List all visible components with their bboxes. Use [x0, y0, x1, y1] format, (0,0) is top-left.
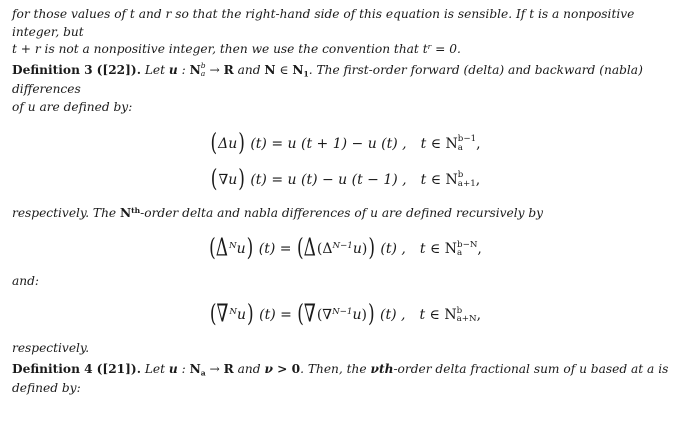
- definition-4-text-a: Let: [144, 362, 169, 377]
- eq3-lhs-u: u: [236, 241, 246, 258]
- eq4-domain-sup: b: [456, 305, 463, 316]
- eq3-rhs-open: (Δ: [296, 233, 316, 263]
- eq1-delta: Δ: [218, 135, 229, 152]
- eq1-domain-sub: a: [457, 142, 463, 153]
- eq3-rhs-arg: (t) ,: [375, 241, 406, 258]
- definition-4-citation: ([21]): [96, 362, 137, 377]
- definition-4-arrow: →: [205, 362, 224, 377]
- definition-4-text-b: and: [233, 362, 265, 377]
- eq4-rhs-arg: (t) ,: [375, 307, 406, 324]
- eq4-lhs-open: (∇: [209, 299, 229, 329]
- equation-nabla-nth-order: [12, 299, 678, 329]
- eq4-rhs-sup: N−1: [332, 307, 353, 318]
- and-label: and:: [12, 274, 40, 289]
- eq4-rhs-inner-close: ): [361, 307, 367, 324]
- eq2-nabla: ∇: [218, 171, 229, 188]
- eq4-lhs-close: ): [247, 299, 254, 329]
- definition-3: [12, 61, 678, 117]
- eq4-rhs-open: (∇: [297, 299, 316, 329]
- intro-line-1: for those values of t and r so that the right-hand side of this equation is sensible. If t is a nonpositive integer, but: [12, 7, 635, 39]
- eq1-arg: (t): [245, 135, 272, 152]
- eq3-rhs-inner-close: ): [361, 241, 368, 258]
- definition-3-domain-sub: a: [200, 68, 206, 78]
- definition-3-colon: :: [177, 63, 190, 78]
- definition-3-citation: ([22]): [96, 63, 137, 78]
- definition-3-N1-sub: 1: [303, 69, 309, 79]
- definition-4-period: .: [136, 362, 141, 377]
- mid-paragraph-pre: respectively. The: [12, 205, 121, 220]
- definition-4-domain-N: N: [189, 362, 201, 377]
- eq3-equals: =: [279, 241, 296, 258]
- eq3-comma: ,: [477, 241, 482, 258]
- mid-paragraph: [12, 205, 678, 223]
- definition-3-label: Definition 3: [12, 63, 93, 78]
- eq2-comma: ,: [475, 171, 481, 188]
- definition-4-nu: ν: [264, 362, 273, 377]
- eq4-rhs-close: ): [367, 299, 375, 329]
- definition-3-N1: N: [292, 63, 304, 78]
- eq3-rhs-inner-open: (Δ: [316, 241, 333, 258]
- definition-3-line-2: of u are defined by:: [12, 100, 133, 115]
- definition-4-gt: > 0: [272, 362, 301, 377]
- eq2-rhs: u (t) − u (t − 1) ,: [287, 171, 407, 188]
- eq3-lhs-open: (Δ: [209, 233, 229, 263]
- respectively-line: respectively.: [12, 341, 90, 356]
- eq3-domain-pre: t ∈: [419, 241, 445, 258]
- eq2-open-paren: (: [210, 164, 218, 194]
- intro-paragraph: [12, 6, 678, 59]
- eq2-equals: =: [271, 171, 288, 188]
- eq3-lhs-sup: N: [229, 241, 237, 252]
- definition-3-period: .: [136, 63, 141, 78]
- eq4-domain-sub: a+N: [456, 314, 477, 325]
- eq3-lhs-close: ): [246, 233, 254, 263]
- eq1-equals: =: [271, 135, 288, 152]
- definition-3-text-c: . The first-order forward (delta) and backward (nabla) differences: [12, 63, 643, 97]
- intro-math-t: t: [422, 42, 428, 57]
- eq2-domain-N: N: [445, 171, 458, 188]
- definition-3-u: u: [168, 63, 178, 78]
- eq1-rhs: u (t + 1) − u (t) ,: [287, 135, 407, 152]
- definition-4-text-e: -order delta fractional sum of u based at a is: [393, 362, 669, 377]
- definition-3-arrow: →: [205, 63, 224, 78]
- definition-4-codomain: R: [223, 362, 234, 377]
- eq1-close-paren: ): [238, 128, 245, 158]
- equation-delta-nth-order: [12, 233, 678, 263]
- intro-math-r-exponent: r: [427, 42, 432, 52]
- eq3-arg: (t): [254, 241, 280, 258]
- definition-3-codomain: R: [223, 63, 234, 78]
- eq2-u: u: [228, 171, 238, 188]
- eq3-rhs-close: ): [368, 233, 375, 263]
- mid-paragraph-N: N: [120, 205, 132, 220]
- definition-4-domain-sub: a: [200, 368, 206, 378]
- eq4-domain-N: N: [444, 307, 457, 324]
- definition-3-text-b: and: [233, 63, 265, 78]
- eq1-comma: ,: [476, 135, 481, 152]
- eq2-domain-sup: b: [457, 170, 464, 181]
- eq3-domain-sup: b−N: [457, 239, 478, 250]
- definition-4-th: th: [378, 362, 394, 377]
- definition-3-text-a: Let: [144, 63, 169, 78]
- eq1-domain-pre: t ∈: [420, 135, 446, 152]
- eq1-domain-N: N: [445, 135, 458, 152]
- eq4-rhs-u: u: [352, 307, 362, 324]
- eq2-domain-pre: t ∈: [420, 171, 446, 188]
- definition-3-domain-N: N: [189, 63, 201, 78]
- eq1-u: u: [228, 135, 238, 152]
- eq1-domain-sup: b−1: [457, 134, 477, 145]
- eq4-equals: =: [280, 307, 297, 324]
- equation-nabla-first-order: [12, 164, 678, 194]
- definition-4: [12, 360, 678, 397]
- eq3-rhs-u: u: [352, 241, 362, 258]
- eq4-comma: ,: [476, 307, 482, 324]
- eq4-arg: (t): [254, 307, 281, 324]
- mid-paragraph-post: -order delta and nabla differences of u are defined recursively by: [140, 205, 544, 220]
- definition-3-N: N: [264, 63, 276, 78]
- definition-4-text-c: . Then, the: [300, 362, 371, 377]
- eq1-open-paren: (: [210, 128, 218, 158]
- definition-3-in: ∈: [275, 63, 293, 78]
- eq4-domain-pre: t ∈: [419, 307, 445, 324]
- definition-4-line-2: defined by:: [12, 381, 81, 395]
- eq4-lhs-u: u: [236, 307, 247, 324]
- eq2-arg: (t): [245, 171, 272, 188]
- definition-4-label: Definition 4: [12, 362, 93, 377]
- eq4-rhs-inner-open: (∇: [316, 307, 333, 324]
- equation-delta-first-order: [12, 128, 678, 158]
- definition-4-u: u: [168, 362, 178, 377]
- definition-4-colon: :: [177, 362, 190, 377]
- eq3-domain-N: N: [444, 241, 458, 258]
- eq3-rhs-sup: N−1: [332, 241, 353, 252]
- eq3-domain-sub: a: [457, 248, 463, 259]
- eq2-domain-sub: a+1: [457, 178, 476, 189]
- intro-line-2-pre: t + r is not a nonpositive integer, then we use the convention that: [12, 42, 423, 57]
- eq2-close-paren: ): [238, 164, 245, 194]
- mid-paragraph-th: th: [131, 205, 141, 215]
- definition-4-nu-2: ν: [370, 362, 379, 377]
- eq4-lhs-sup: N: [229, 307, 237, 318]
- intro-line-2-post: = 0.: [431, 42, 461, 57]
- definition-3-domain-sup: b: [200, 61, 206, 71]
